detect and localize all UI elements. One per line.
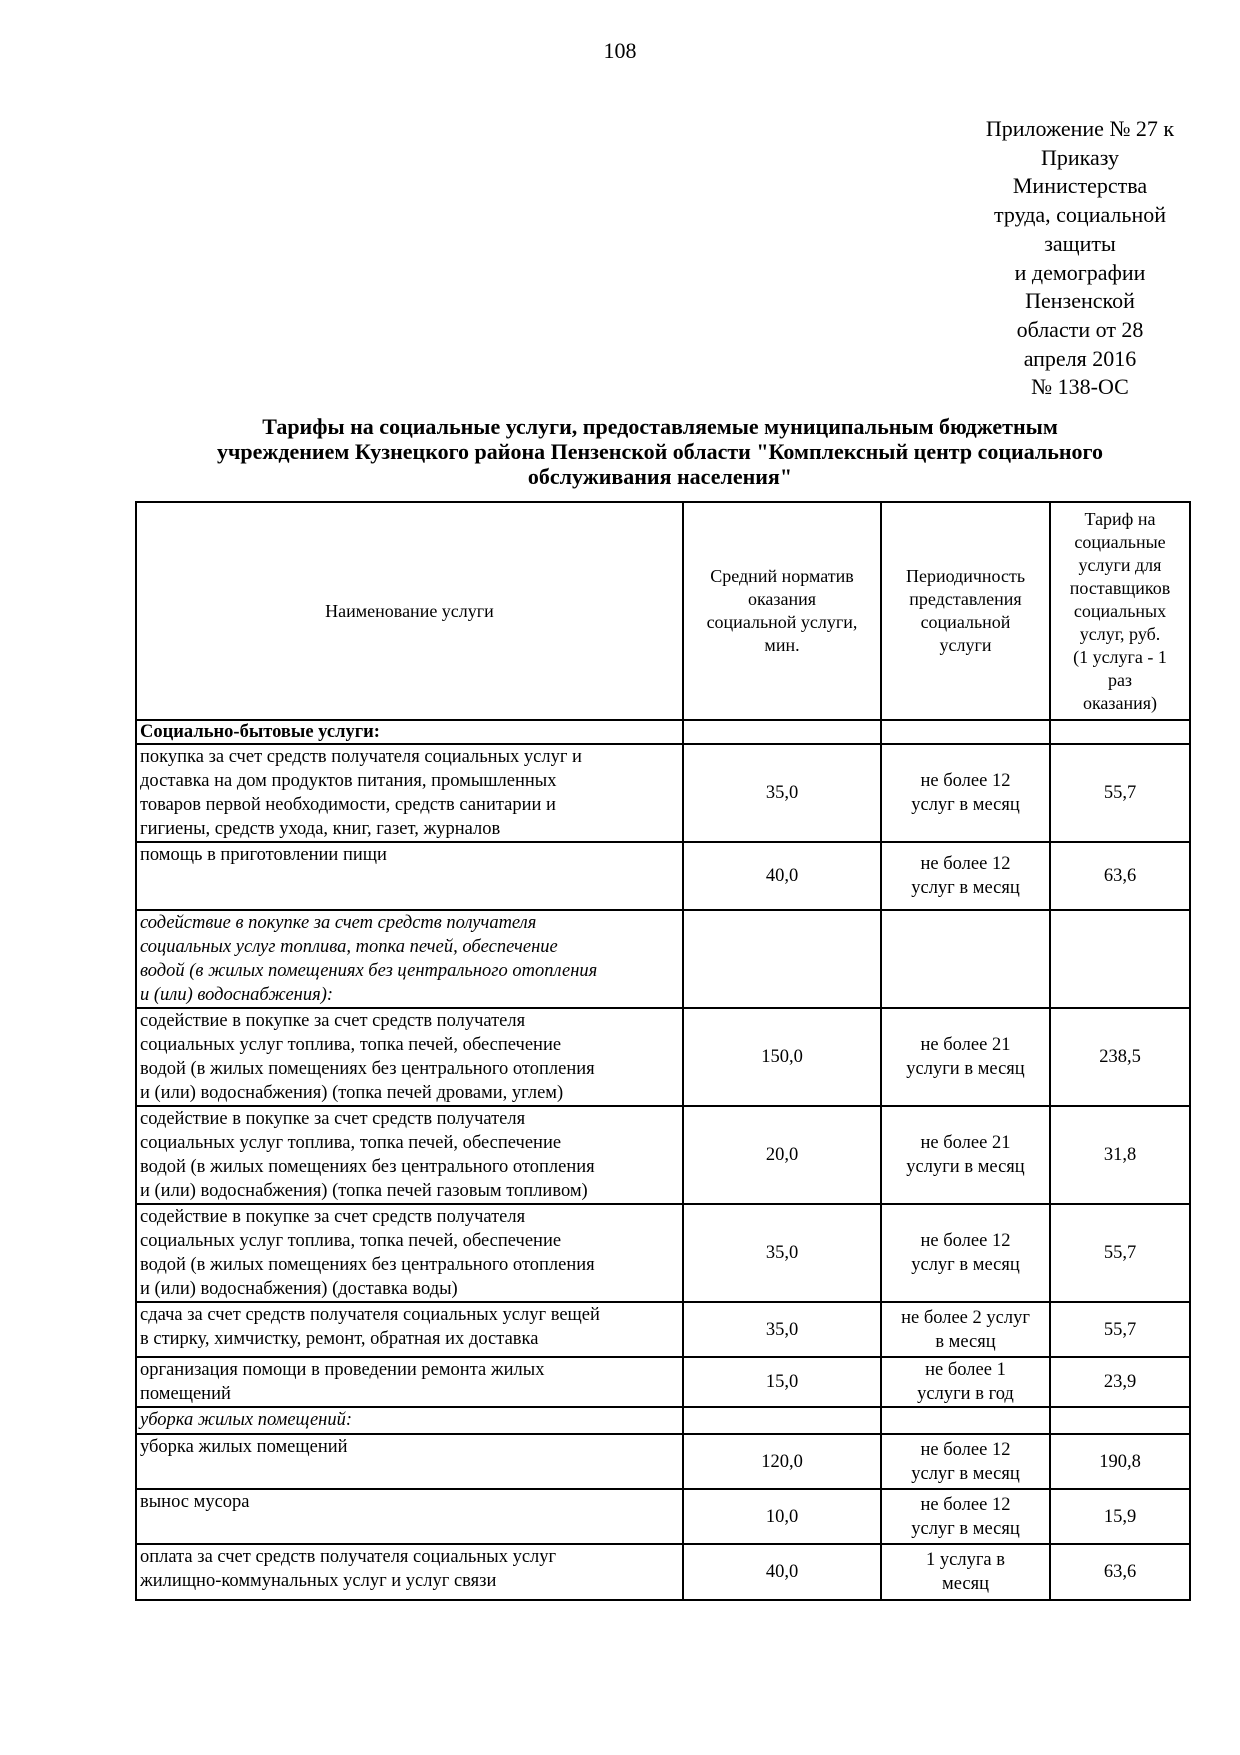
appendix-line: Приложение № 27 к [985, 116, 1175, 141]
service-name-line: водой (в жилых помещениях без центрального отопления [140, 1255, 595, 1275]
service-name [136, 842, 683, 910]
header-line: оказания) [1082, 692, 1158, 713]
service-name-line: водой (в жилых помещениях без центрального отопления [140, 1157, 595, 1177]
service-name-line: товаров первой необходимости, средств санитарии и [140, 795, 556, 815]
service-name-line: покупка за счет средств получателя социальных услуг и [140, 747, 582, 767]
periodicity-line: не более 12 [920, 771, 1011, 791]
tariff-rub: 63,6 [1050, 842, 1190, 910]
periodicity [881, 1302, 1050, 1357]
tariff-rub: 55,7 [1050, 1302, 1190, 1357]
service-name-line: организация помощи в проведении ремонта жилых [140, 1360, 545, 1380]
periodicity-line: услуги в год [917, 1384, 1014, 1404]
section-row [136, 720, 1190, 744]
service-name-line: сдача за счет средств получателя социальных услуг вещей [140, 1305, 600, 1325]
header-line: Периодичность [905, 566, 1026, 586]
periodicity-line: в месяц [935, 1331, 996, 1352]
periodicity-line: не более 12 [920, 1494, 1011, 1515]
service-name-line: доставка на дом продуктов питания, промышленных [140, 771, 557, 791]
service-name-line: оплата за счет средств получателя социальных услуг [140, 1547, 557, 1567]
periodicity [881, 910, 1050, 1008]
subsection-title [136, 1407, 683, 1434]
table-row [136, 1106, 1190, 1204]
service-name-line: жилищно-коммунальных услуг и услуг связи [140, 1571, 497, 1591]
table-row [136, 1434, 1190, 1489]
service-name-line: содействие в покупке за счет средств получателя [140, 1011, 526, 1031]
norm-minutes [683, 1407, 881, 1434]
periodicity [881, 1434, 1050, 1489]
header-period [881, 502, 1050, 720]
norm-minutes: 120,0 [683, 1434, 881, 1489]
table-row [136, 1544, 1190, 1600]
table-row [136, 744, 1190, 842]
appendix-line: Приказу [1040, 144, 1119, 170]
periodicity [881, 1407, 1050, 1434]
service-name [136, 1544, 683, 1600]
header-line: социальных [1073, 600, 1167, 621]
periodicity [881, 842, 1050, 910]
service-name [136, 1434, 683, 1489]
header-line: услуги для [1078, 554, 1162, 575]
service-name [136, 1204, 683, 1302]
service-name-line: содействие в покупке за счет средств получателя [140, 1207, 526, 1227]
appendix-line: области от 28 [1016, 316, 1144, 342]
norm-minutes: 10,0 [683, 1489, 881, 1544]
tariff-rub [1050, 1407, 1190, 1434]
table-row [136, 1489, 1190, 1544]
tariff-rub [1050, 910, 1190, 1008]
subsection-row [136, 1407, 1190, 1434]
header-line: Тариф на [1084, 508, 1156, 529]
tariff-rub: 15,9 [1050, 1489, 1190, 1544]
service-name-line: содействие в покупке за счет средств получателя [140, 1109, 526, 1129]
service-name-line: и (или) водоснабжения) (топка печей газовым топливом) [140, 1181, 588, 1201]
periodicity-line: не более 21 [920, 1035, 1011, 1055]
table-row [136, 1302, 1190, 1357]
service-name [136, 1106, 683, 1204]
service-name-line: социальных услуг топлива, топка печей, обеспечение [140, 1035, 562, 1055]
appendix-line: Пензенской [1025, 288, 1135, 314]
header-line: (1 услуга - 1 [1073, 646, 1167, 667]
service-name-line: и (или) водоснабжения) (топка печей дровами, углем) [140, 1083, 564, 1103]
tariff-rub: 55,7 [1050, 744, 1190, 842]
appendix-line: Министерства [1012, 173, 1148, 199]
tariff-rub: 190,8 [1050, 1434, 1190, 1489]
section-title: Социально-бытовые услуги: [136, 720, 683, 744]
periodicity-line: не более 12 [920, 854, 1011, 874]
header-line: оказания [747, 589, 817, 609]
service-name-line: и (или) водоснабжения): [140, 985, 334, 1005]
service-name-line: социальных услуг топлива, топка печей, обеспечение [140, 937, 558, 957]
service-name-line: помещений [140, 1384, 231, 1404]
periodicity-line: услуги в месяц [906, 1157, 1025, 1177]
header-line: социальные [1074, 531, 1166, 552]
periodicity-line: месяц [942, 1574, 989, 1594]
tariff-rub: 31,8 [1050, 1106, 1190, 1204]
service-name-line: социальных услуг топлива, топка печей, обеспечение [140, 1231, 562, 1251]
header-name: Наименование услуги [136, 502, 683, 720]
appendix-line: и демографии [1014, 259, 1146, 285]
periodicity-line: не более 12 [920, 1439, 1011, 1460]
document-title [140, 414, 1180, 489]
header-line: Средний норматив [710, 566, 854, 586]
appendix-line: труда, социальной [994, 202, 1166, 228]
periodicity [881, 1204, 1050, 1302]
service-name-line: уборка жилых помещений [140, 1437, 348, 1457]
service-name [136, 1302, 683, 1357]
header-line: социальной услуги, [706, 612, 858, 632]
service-name [136, 1489, 683, 1544]
periodicity-line: 1 услуга в [926, 1550, 1005, 1570]
table-header-row [136, 502, 1190, 720]
service-name-line: социальных услуг топлива, топка печей, обеспечение [140, 1133, 562, 1153]
service-name-line: вынос мусора [140, 1492, 250, 1512]
subsection-row [136, 910, 1190, 1008]
table-row [136, 842, 1190, 910]
periodicity-line: услуг в месяц [911, 1518, 1020, 1539]
norm-minutes [683, 910, 881, 1008]
header-line: услуги [939, 635, 992, 655]
header-line: раз [1107, 669, 1133, 690]
service-name-line: содействие в покупке за счет средств получателя [140, 913, 537, 933]
periodicity-line: услуг в месяц [911, 1255, 1020, 1275]
header-line: социальной [920, 612, 1011, 632]
tariff-rub: 23,9 [1050, 1357, 1190, 1407]
subsection-title [136, 910, 683, 1008]
table-row [136, 1204, 1190, 1302]
periodicity-line: не более 2 услуг [901, 1307, 1030, 1328]
header-tariff [1050, 502, 1190, 720]
service-name-line: водой (в жилых помещениях без центрального отопления [140, 961, 598, 981]
norm-minutes: 35,0 [683, 1302, 881, 1357]
appendix-block [960, 115, 1200, 402]
service-name-line: гигиены, средств ухода, книг, газет, журналов [140, 819, 501, 839]
tariff-rub: 55,7 [1050, 1204, 1190, 1302]
table-row [136, 1357, 1190, 1407]
title-line: учреждением Кузнецкого района Пензенской области "Комплексный центр социального [216, 439, 1103, 464]
norm-minutes: 20,0 [683, 1106, 881, 1204]
title-line: Тарифы на социальные услуги, предоставляемые муниципальным бюджетным [262, 414, 1058, 439]
header-line: поставщиков [1069, 577, 1171, 598]
periodicity [881, 744, 1050, 842]
service-name-line: водой (в жилых помещениях без центрального отопления [140, 1059, 595, 1079]
service-name-line: и (или) водоснабжения) (доставка воды) [140, 1279, 458, 1299]
periodicity-line: услуги в месяц [906, 1059, 1025, 1079]
tariff-rub: 63,6 [1050, 1544, 1190, 1600]
service-name [136, 744, 683, 842]
appendix-line: № 138-ОС [1031, 374, 1129, 400]
periodicity [881, 1357, 1050, 1407]
periodicity-line: не более 12 [920, 1231, 1011, 1251]
periodicity [881, 1489, 1050, 1544]
page-number: 108 [603, 38, 637, 63]
title-line: обслуживания населения" [527, 464, 793, 489]
periodicity [881, 1544, 1050, 1600]
norm-minutes: 35,0 [683, 1204, 881, 1302]
service-name [136, 1357, 683, 1407]
header-line: услуг, руб. [1079, 623, 1161, 644]
norm-minutes: 15,0 [683, 1357, 881, 1407]
header-norm [683, 502, 881, 720]
tariff-table [135, 501, 1191, 1601]
norm-minutes: 40,0 [683, 842, 881, 910]
header-line: представления [909, 589, 1022, 609]
appendix-line: защиты [1044, 230, 1116, 256]
norm-minutes: 40,0 [683, 1544, 881, 1600]
header-line: мин. [764, 635, 800, 655]
service-name [136, 1008, 683, 1106]
tariff-rub: 238,5 [1050, 1008, 1190, 1106]
service-name-line: в стирку, химчистку, ремонт, обратная их доставка [140, 1329, 539, 1349]
periodicity [881, 1106, 1050, 1204]
periodicity-line: не более 1 [925, 1360, 1006, 1380]
periodicity-line: услуг в месяц [911, 878, 1020, 898]
periodicity-line: услуг в месяц [911, 795, 1020, 815]
periodicity-line: не более 21 [920, 1133, 1011, 1153]
service-name-line: уборка жилых помещений: [140, 1410, 353, 1430]
table-row [136, 1008, 1190, 1106]
norm-minutes: 150,0 [683, 1008, 881, 1106]
service-name-line: помощь в приготовлении пищи [140, 845, 387, 865]
periodicity [881, 1008, 1050, 1106]
appendix-line: апреля 2016 [1023, 345, 1137, 371]
periodicity-line: услуг в месяц [911, 1463, 1020, 1484]
norm-minutes: 35,0 [683, 744, 881, 842]
